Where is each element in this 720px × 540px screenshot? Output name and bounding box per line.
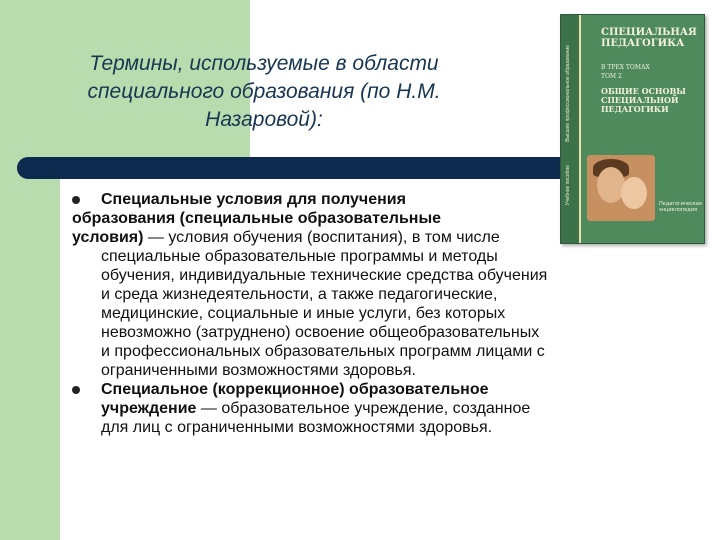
book-spine-series: Высшее профессиональное образование <box>565 45 571 142</box>
book-volume-info <box>601 63 650 81</box>
item-1-line: и профессиональных образовательных программ лицами с <box>101 343 545 360</box>
item-2-bold-line-1: Специальное (коррекционное) образовательное <box>101 381 489 398</box>
list-item <box>72 380 672 437</box>
list-item <box>72 190 672 380</box>
slide-title <box>34 50 494 134</box>
item-1-bold-line-2: образования (специальные образовательные <box>72 210 442 227</box>
item-1-line: обучения, индивидуальные технические средства обучения <box>101 267 548 284</box>
item-2-definition-start: — образовательное учреждение, созданное <box>196 400 531 417</box>
book-subtitle-line-2: СПЕЦИАЛЬНОЙ <box>601 95 679 105</box>
book-tome: ТОМ 2 <box>601 73 622 80</box>
title-line-1: Термины, используемые в области <box>89 52 439 75</box>
item-1-line: ограниченными возможностями здоровья. <box>101 362 416 379</box>
title-line-3: Назаровой): <box>205 108 323 131</box>
item-2-last-line: для лиц с ограниченными возможностями здоровья. <box>101 419 493 436</box>
book-volume: В ТРЕХ ТОМАХ <box>601 64 650 71</box>
bullet-list <box>72 190 672 437</box>
item-1-line: медицинские, социальные и иные услуги, без которых <box>101 305 506 322</box>
item-1-line: и среда жизнедеятельности, а также педагогические, <box>101 286 498 303</box>
divider-bar <box>17 157 617 179</box>
book-subtitle-line-3: ПЕДАГОГИКИ <box>601 104 669 114</box>
bullet-icon <box>72 196 80 204</box>
item-1-line: невозможно (затруднено) освоение общеобразовательных <box>101 324 540 341</box>
item-1-definition-start: — условия обучения (воспитания), в том числе <box>143 229 500 246</box>
item-1-line: специальные образовательные программы и методы <box>101 248 498 265</box>
book-subtitle-line-1: ОБЩИЕ ОСНОВЫ <box>601 86 686 96</box>
bullet-icon <box>72 386 80 394</box>
book-subtitle <box>601 87 686 114</box>
title-line-2: специального образования (по Н.М. <box>87 80 441 103</box>
book-spine-label: Учебное пособие <box>565 165 571 206</box>
book-title-line-1: СПЕЦИАЛЬНАЯ <box>601 27 697 38</box>
item-1-term-end: условия) <box>72 229 144 246</box>
item-1-bold-line-1: Специальные условия для получения <box>101 191 406 208</box>
item-2-term-end: учреждение <box>101 400 197 417</box>
book-title-line-2: ПЕДАГОГИКА <box>601 38 685 49</box>
book-tag: Педагогическая энциклопедия <box>659 201 702 213</box>
book-title <box>601 27 697 49</box>
